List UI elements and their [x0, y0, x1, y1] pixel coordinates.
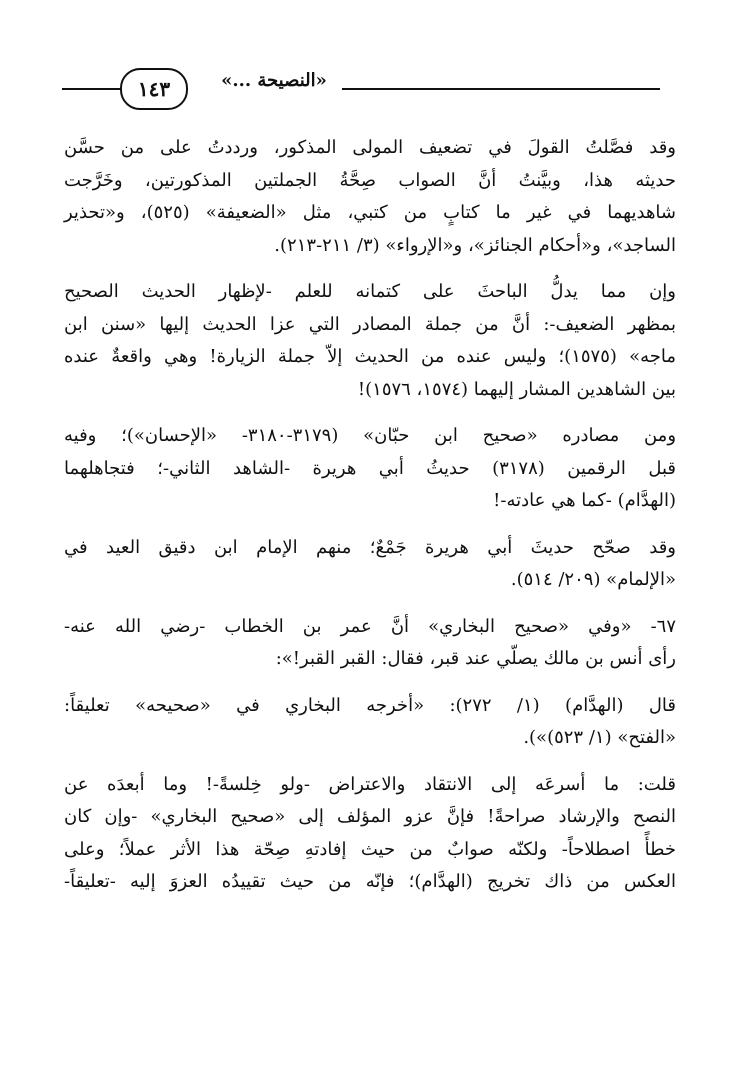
- text-line: ومن مصادره «صحيح ابن حبّان» (٣١٧٩-٣١٨٠- «الإحسان»)؛ وفيه: [64, 425, 677, 446]
- text-line: خطأً اصطلاحاً- ولكنّه صوابٌ من حيث إفادتهِ صِحّة هذا الأثر عملاً؛ وعلى: [64, 838, 676, 860]
- text-line: رأى أنس بن مالك يصلّي عند قبر، فقال: القبر القبر!»:: [275, 648, 676, 669]
- text-line: بين الشاهدين المشار إليهما (١٥٧٤، ١٥٧٦)!: [357, 378, 676, 400]
- text-line: بمظهر الضعيف-: أنَّ من جملة المصادر التي عزا الحديث إليها «سنن ابن: [64, 313, 676, 335]
- page-number: ١٤٣: [137, 77, 171, 101]
- page-body: [64, 132, 676, 913]
- text-line: شاهديهما في غير ما كتابٍ من كتبي، مثل «الضعيفة» (٥٢٥)، و«تحذير: [64, 202, 676, 223]
- page-number-badge: [120, 68, 188, 110]
- running-title: «النصيحة ...»: [221, 70, 327, 91]
- paragraph: [64, 690, 676, 755]
- page-header: [62, 60, 660, 104]
- text-line: حديثه هذا، وبيَّنتُ أنَّ الصواب صِحَّةُ الجملتين المذكورتين، وخَرَّجت: [64, 169, 676, 191]
- text-line: قلت: ما أسرعَه إلى الانتقاد والاعتراض -ولو خِلسةً-! وما أبعدَه عن: [64, 773, 676, 795]
- text-line: العكس من ذاك تخريج (الهدَّام)؛ فإنّه من حيث تقييدُه العزوَ إليه -تعليقاً-: [64, 871, 677, 892]
- text-line: النصح والإرشاد صراحةً! فإنَّ عزو المؤلف إلى «صحيح البخاري» -وإن كان: [64, 806, 676, 827]
- text-line: «الإلمام» (٢٠٩/ ٥١٤).: [510, 569, 676, 590]
- text-line: وإن مما يدلُّ الباحثَ على كتمانه للعلم -لإظهار الحديث الصحيح: [64, 281, 676, 302]
- text-line: (الهدَّام) -كما هي عادته-!: [493, 490, 676, 511]
- paragraph: [64, 611, 676, 676]
- text-line: ٦٧- «وفي «صحيح البخاري» أنَّ عمر بن الخطاب -رضي الله عنه-: [64, 615, 676, 637]
- text-line: قبل الرقمين (٣١٧٨) حديثُ أبي هريرة -الشاهد الثاني-؛ فتجاهلهما: [64, 457, 676, 479]
- paragraph: [64, 132, 676, 262]
- paragraph: [64, 420, 676, 518]
- header-rule-left: [62, 88, 124, 90]
- text-line: «الفتح» (١/ ٥٢٣)»).: [523, 727, 676, 748]
- text-line: ماجه» (١٥٧٥)؛ وليس عنده من الحديث إلاّ جملة الزيارة! وهي واقعةٌ عنده: [64, 346, 676, 367]
- paragraph: [64, 532, 676, 597]
- text-line: وقد فصَّلتُ القولَ في تضعيف المولى المذكور، ورددتُ على من حسَّن: [64, 137, 676, 158]
- paragraph: [64, 769, 676, 899]
- text-line: قال (الهدَّام) (١/ ٢٧٢): «أخرجه البخاري في «صحيحه» تعليقاً:: [64, 694, 676, 716]
- header-rule-right: [342, 88, 660, 90]
- paragraph: [64, 276, 676, 406]
- text-line: الساجد»، و«أحكام الجنائز»، و«الإرواء» (٣/ ٢١١-٢١٣).: [274, 234, 676, 256]
- text-line: وقد صحّح حديثَ أبي هريرة جَمْعٌ؛ منهم الإمام ابن دقيق العيد في: [64, 536, 676, 558]
